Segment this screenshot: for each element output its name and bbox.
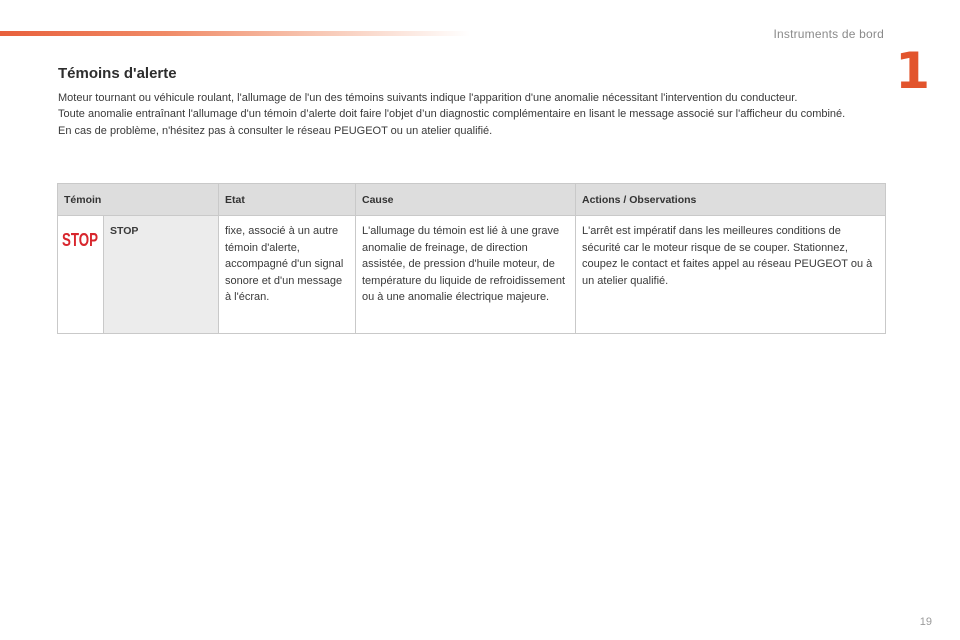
column-header-actions: Actions / Observations: [576, 184, 886, 216]
stop-warning-icon: [61, 228, 99, 250]
intro-paragraph: Toute anomalie entraînant l'allumage d'un témoin d’alerte doit faire l'objet d’un diagnostic complémentaire en lisant le message associé sur l'afficheur du combiné.: [58, 108, 846, 121]
column-header-temoin: Témoin: [58, 184, 219, 216]
header-accent-bar: [0, 31, 470, 36]
chapter-number: 1: [895, 42, 930, 100]
stop-icon-text: STOP: [62, 230, 98, 250]
intro-paragraph: Moteur tournant ou véhicule roulant, l'allumage de l'un des témoins suivants indique l'apparition d'une anomalie nécessitant l'intervention du conducteur.: [58, 92, 798, 104]
warning-actions: L'arrêt est impératif dans les meilleures conditions de sécurité car le moteur risque de se couper. Stationnez, coupez le contact et faites appel au réseau PEUGEOT ou à un atelier qualifié.: [576, 216, 886, 334]
intro-paragraph: En cas de problème, n'hésitez pas à consulter le réseau PEUGEOT ou un atelier qualifié.: [58, 124, 493, 137]
warning-cause: L'allumage du témoin est lié à une grave anomalie de freinage, de direction assistée, de pression d'huile moteur, de température du liquide de refroidissement ou à une anomalie électrique majeure.: [356, 216, 576, 334]
table-header-row: [58, 184, 886, 216]
page-number: 19: [919, 616, 932, 628]
warning-name: STOP: [104, 216, 219, 334]
warning-state: fixe, associé à un autre témoin d'alerte, accompagné d'un signal sonore et d'un message à l'écran.: [219, 216, 356, 334]
intro-text: [58, 90, 888, 139]
chapter-title: Instruments de bord: [773, 27, 884, 41]
warning-icon-cell: [58, 216, 104, 334]
column-header-etat: Etat: [219, 184, 356, 216]
warning-lights-table: [57, 183, 886, 334]
column-header-cause: Cause: [356, 184, 576, 216]
table-row: [58, 216, 886, 334]
section-title: Témoins d'alerte: [58, 65, 177, 82]
